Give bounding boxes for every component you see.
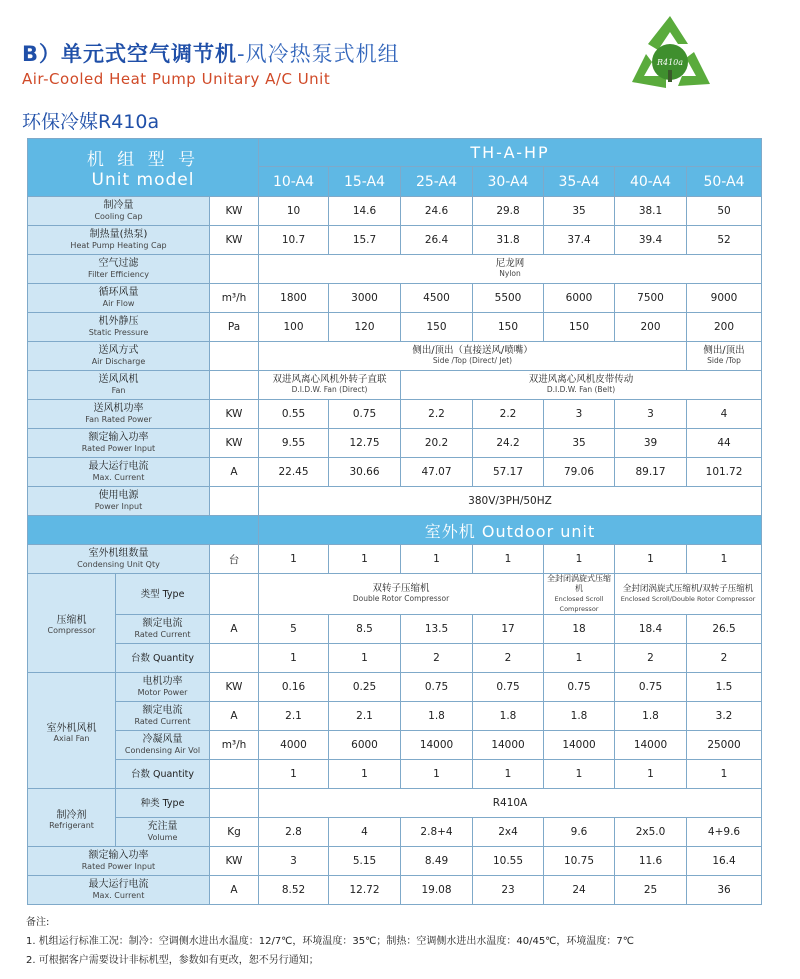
r410a-recycle-logo (622, 10, 718, 106)
value-cell: 1.8 (401, 702, 473, 731)
value-cell: 2.1 (329, 702, 401, 731)
table-row (28, 197, 762, 226)
value-cell: 1.5 (687, 673, 762, 702)
value-cell: 23 (473, 876, 544, 905)
value-cell: 尼龙网 Nylon (259, 255, 762, 284)
value-cell: 双进风离心风机外转子直联 D.I.D.W. Fan (Direct) (259, 371, 401, 400)
row-label: 额定输入功率 Rated Power Input (28, 429, 210, 458)
value-cell: 侧出/顶出 Side /Top (687, 342, 762, 371)
value-cell: 30.66 (329, 458, 401, 487)
table-row (28, 760, 762, 789)
table-row (28, 429, 762, 458)
value-cell: 19.08 (401, 876, 473, 905)
row-label: 额定输入功率 Rated Power Input (28, 847, 210, 876)
value-cell: 18 (544, 615, 615, 644)
value-cell: 50 (687, 197, 762, 226)
value-cell: 1 (615, 760, 687, 789)
unit-cell: KW (210, 673, 259, 702)
value-cell: 2.2 (401, 400, 473, 429)
table-row (28, 644, 762, 673)
notes (26, 913, 634, 970)
value-cell: 侧出/顶出（直接送风/喷嘴） Side /Top (Direct/ Jet) (259, 342, 687, 371)
unit-cell: KW (210, 400, 259, 429)
value-cell: 0.75 (329, 400, 401, 429)
table-row (28, 226, 762, 255)
logo-text: R410a (656, 58, 684, 67)
value-cell: 1 (473, 545, 544, 574)
series-header: TH-A-HP (259, 139, 762, 167)
value-cell: 1800 (259, 284, 329, 313)
value-cell: 1 (544, 545, 615, 574)
value-cell: 4+9.6 (687, 818, 762, 847)
value-cell: 101.72 (687, 458, 762, 487)
table-row (28, 876, 762, 905)
value-cell: 0.75 (473, 673, 544, 702)
value-cell: 0.16 (259, 673, 329, 702)
row-label: 制热量(热泵) Heat Pump Heating Cap (28, 226, 210, 255)
table-row (28, 458, 762, 487)
value-cell: 3 (544, 400, 615, 429)
value-cell: 10.75 (544, 847, 615, 876)
value-cell: 6000 (329, 731, 401, 760)
value-cell: 89.17 (615, 458, 687, 487)
value-cell: 双转子压缩机 Double Rotor Compressor (259, 574, 544, 615)
row-label: 机外静压 Static Pressure (28, 313, 210, 342)
unit-cell (210, 487, 259, 516)
value-cell: 1 (401, 760, 473, 789)
value-cell: 25000 (687, 731, 762, 760)
value-cell: 24.6 (401, 197, 473, 226)
value-cell: 2.8 (259, 818, 329, 847)
value-cell: 16.4 (687, 847, 762, 876)
value-cell: 44 (687, 429, 762, 458)
value-cell: 100 (259, 313, 329, 342)
value-cell: 1 (544, 760, 615, 789)
unit-cell: A (210, 702, 259, 731)
value-cell: 4000 (259, 731, 329, 760)
value-cell: 14000 (615, 731, 687, 760)
value-cell: 5 (259, 615, 329, 644)
value-cell: 0.25 (329, 673, 401, 702)
unit-cell: 台 (210, 545, 259, 574)
value-cell: 10.7 (259, 226, 329, 255)
value-cell: 1 (544, 644, 615, 673)
value-cell: 10.55 (473, 847, 544, 876)
value-cell: 1 (329, 644, 401, 673)
table-row (28, 400, 762, 429)
value-cell: 8.5 (329, 615, 401, 644)
value-cell: 17 (473, 615, 544, 644)
value-cell: 24 (544, 876, 615, 905)
row-label: 额定电流 Rated Current (116, 702, 210, 731)
value-cell: 8.52 (259, 876, 329, 905)
unit-cell (210, 342, 259, 371)
value-cell: R410A (259, 789, 762, 818)
table-row (28, 615, 762, 644)
value-cell: 52 (687, 226, 762, 255)
unit-model-header: 机 组 型 号 Unit model (28, 139, 259, 197)
value-cell: 1.8 (615, 702, 687, 731)
model-header: 50-A4 (687, 167, 762, 197)
row-label: 额定电流 Rated Current (116, 615, 210, 644)
value-cell: 双进风离心风机皮带传动 D.I.D.W. Fan (Belt) (401, 371, 762, 400)
value-cell: 5.15 (329, 847, 401, 876)
table-row (28, 673, 762, 702)
value-cell: 7500 (615, 284, 687, 313)
row-label: 种类 Type (116, 789, 210, 818)
unit-cell: Pa (210, 313, 259, 342)
outdoor-unit-header: 室外机 Outdoor unit (259, 516, 762, 545)
unit-cell: A (210, 876, 259, 905)
row-label: 台数 Quantity (116, 760, 210, 789)
row-label: 送风风机 Fan (28, 371, 210, 400)
unit-cell: KW (210, 847, 259, 876)
value-cell: 4 (329, 818, 401, 847)
value-cell: 1 (687, 545, 762, 574)
page-title: B）单元式空气调节机-风冷热泵式机组 (22, 42, 400, 66)
value-cell: 2.8+4 (401, 818, 473, 847)
value-cell: 1 (329, 545, 401, 574)
value-cell: 29.8 (473, 197, 544, 226)
value-cell: 4500 (401, 284, 473, 313)
value-cell: 150 (544, 313, 615, 342)
value-cell: 26.4 (401, 226, 473, 255)
row-label: 制冷量 Cooling Cap (28, 197, 210, 226)
value-cell: 150 (473, 313, 544, 342)
table-row (28, 284, 762, 313)
value-cell: 20.2 (401, 429, 473, 458)
table-row (28, 818, 762, 847)
table-row (28, 731, 762, 760)
model-header: 15-A4 (329, 167, 401, 197)
value-cell: 31.8 (473, 226, 544, 255)
value-cell: 6000 (544, 284, 615, 313)
row-label: 室外机组数量 Condensing Unit Qty (28, 545, 210, 574)
value-cell: 5500 (473, 284, 544, 313)
value-cell: 3 (259, 847, 329, 876)
unit-cell: KW (210, 197, 259, 226)
group-label-axial-fan: 室外机风机 Axial Fan (28, 673, 116, 789)
value-cell: 47.07 (401, 458, 473, 487)
value-cell: 2x4 (473, 818, 544, 847)
row-label: 最大运行电流 Max. Current (28, 458, 210, 487)
value-cell: 35 (544, 429, 615, 458)
value-cell: 8.49 (401, 847, 473, 876)
value-cell: 15.7 (329, 226, 401, 255)
value-cell: 9000 (687, 284, 762, 313)
unit-cell (210, 574, 259, 615)
notes-title: 备注: (26, 917, 50, 928)
unit-cell: A (210, 615, 259, 644)
page-header (22, 38, 400, 88)
value-cell: 10 (259, 197, 329, 226)
value-cell: 全封闭涡旋式压缩机/双转子压缩机 Enclosed Scroll/Double Rotor Compressor (615, 574, 762, 615)
row-label: 台数 Quantity (116, 644, 210, 673)
value-cell: 3000 (329, 284, 401, 313)
table-row (28, 847, 762, 876)
row-label: 使用电源 Power Input (28, 487, 210, 516)
value-cell: 0.75 (615, 673, 687, 702)
value-cell: 150 (401, 313, 473, 342)
row-label: 最大运行电流 Max. Current (28, 876, 210, 905)
value-cell: 200 (615, 313, 687, 342)
value-cell: 2 (473, 644, 544, 673)
value-cell: 1.8 (473, 702, 544, 731)
value-cell: 0.55 (259, 400, 329, 429)
value-cell: 18.4 (615, 615, 687, 644)
table-row (28, 255, 762, 284)
value-cell: 2 (615, 644, 687, 673)
value-cell: 全封闭涡旋式压缩机 Enclosed Scroll Compressor (544, 574, 615, 615)
value-cell: 2x5.0 (615, 818, 687, 847)
table-row (28, 789, 762, 818)
value-cell: 79.06 (544, 458, 615, 487)
value-cell: 9.55 (259, 429, 329, 458)
value-cell: 1 (473, 760, 544, 789)
value-cell: 25 (615, 876, 687, 905)
spec-table (27, 138, 762, 905)
value-cell: 35 (544, 197, 615, 226)
value-cell: 3.2 (687, 702, 762, 731)
value-cell: 2 (687, 644, 762, 673)
value-cell: 1 (259, 760, 329, 789)
value-cell: 26.5 (687, 615, 762, 644)
value-cell: 1 (687, 760, 762, 789)
table-row (28, 487, 762, 516)
value-cell: 1 (615, 545, 687, 574)
value-cell: 39.4 (615, 226, 687, 255)
unit-cell (210, 789, 259, 818)
model-header: 35-A4 (544, 167, 615, 197)
value-cell: 2.2 (473, 400, 544, 429)
value-cell: 37.4 (544, 226, 615, 255)
value-cell: 11.6 (615, 847, 687, 876)
unit-cell (210, 644, 259, 673)
note-1: 1. 机组运行标准工况：制冷：空调侧水进出水温度：12/7℃，环境温度：35℃；制热：空调侧水进出水温度：40/45℃，环境温度：7℃ (26, 936, 635, 947)
unit-cell (210, 255, 259, 284)
value-cell: 1 (329, 760, 401, 789)
value-cell: 12.75 (329, 429, 401, 458)
row-label: 送风机功率 Fan Rated Power (28, 400, 210, 429)
group-label-compressor: 压缩机 Compressor (28, 574, 116, 673)
value-cell: 200 (687, 313, 762, 342)
unit-cell: Kg (210, 818, 259, 847)
value-cell: 14000 (544, 731, 615, 760)
value-cell: 22.45 (259, 458, 329, 487)
unit-cell (210, 760, 259, 789)
value-cell: 1 (401, 545, 473, 574)
value-cell: 24.2 (473, 429, 544, 458)
unit-cell: m³/h (210, 284, 259, 313)
table-row (28, 574, 762, 615)
value-cell: 12.72 (329, 876, 401, 905)
value-cell: 4 (687, 400, 762, 429)
row-label: 循环风量 Air Flow (28, 284, 210, 313)
value-cell: 14000 (473, 731, 544, 760)
row-label: 类型 Type (116, 574, 210, 615)
table-row (28, 342, 762, 371)
value-cell: 57.17 (473, 458, 544, 487)
value-cell: 9.6 (544, 818, 615, 847)
value-cell: 0.75 (401, 673, 473, 702)
unit-cell: KW (210, 429, 259, 458)
model-header: 30-A4 (473, 167, 544, 197)
unit-cell: KW (210, 226, 259, 255)
page-subtitle: 环保冷媒R410a (22, 111, 160, 133)
outdoor-header-left (28, 516, 259, 545)
row-label: 电机功率 Motor Power (116, 673, 210, 702)
value-cell: 380V/3PH/50HZ (259, 487, 762, 516)
table-row (28, 545, 762, 574)
value-cell: 1.8 (544, 702, 615, 731)
row-label: 空气过滤 Filter Efficiency (28, 255, 210, 284)
row-label: 充注量 Volume (116, 818, 210, 847)
unit-cell (210, 371, 259, 400)
value-cell: 3 (615, 400, 687, 429)
unit-cell: m³/h (210, 731, 259, 760)
value-cell: 120 (329, 313, 401, 342)
group-label-refrigerant: 制冷剂 Refrigerant (28, 789, 116, 847)
model-header: 25-A4 (401, 167, 473, 197)
table-row (28, 371, 762, 400)
value-cell: 38.1 (615, 197, 687, 226)
value-cell: 14000 (401, 731, 473, 760)
model-header: 40-A4 (615, 167, 687, 197)
value-cell: 36 (687, 876, 762, 905)
value-cell: 1 (259, 644, 329, 673)
value-cell: 1 (259, 545, 329, 574)
row-label: 送风方式 Air Discharge (28, 342, 210, 371)
row-label: 冷凝风量 Condensing Air Vol (116, 731, 210, 760)
value-cell: 2 (401, 644, 473, 673)
model-header: 10-A4 (259, 167, 329, 197)
unit-cell: A (210, 458, 259, 487)
value-cell: 2.1 (259, 702, 329, 731)
table-row (28, 313, 762, 342)
value-cell: 14.6 (329, 197, 401, 226)
table-row (28, 702, 762, 731)
value-cell: 13.5 (401, 615, 473, 644)
value-cell: 0.75 (544, 673, 615, 702)
page-title-en: Air-Cooled Heat Pump Unitary A/C Unit (22, 70, 331, 88)
note-2: 2. 可根据客户需要设计非标机型，参数如有更改，恕不另行通知； (26, 955, 319, 966)
value-cell: 39 (615, 429, 687, 458)
